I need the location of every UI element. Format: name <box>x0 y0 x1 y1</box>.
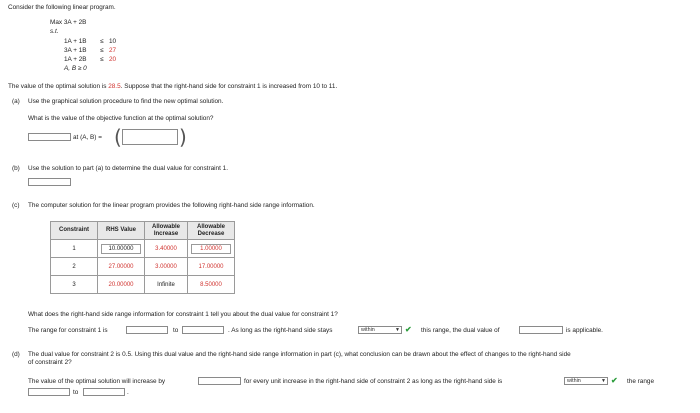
open-paren: ( <box>114 125 122 149</box>
part-c-label: (c) <box>12 202 20 209</box>
lp-constraint-1-lhs: 1A + 1B <box>64 38 87 45</box>
check-icon: ✔ <box>611 376 618 385</box>
increase-amount-input[interactable] <box>198 377 241 385</box>
cell-constraint: 3 <box>51 276 98 294</box>
table-header-row <box>51 222 235 240</box>
objective-value-input[interactable] <box>28 133 71 141</box>
rhs-range-table <box>50 221 235 294</box>
table-row <box>51 276 235 294</box>
part-c-text: The computer solution for the linear program provides the following right-hand side range information. <box>28 202 315 209</box>
lp-constraint-3-op: ≤ <box>100 56 104 63</box>
within-dropdown-d-value: within <box>567 378 581 384</box>
cell-rhs: 27.00000 <box>98 258 145 276</box>
applicable-text: is applicable. <box>566 327 603 334</box>
range-upper-input[interactable] <box>182 326 224 334</box>
range-to-text: to <box>173 327 179 334</box>
cell-rhs <box>98 240 145 258</box>
lp-constraint-3-rhs: 20 <box>109 56 117 63</box>
cell-constraint: 1 <box>51 240 98 258</box>
close-paren: ) <box>179 125 187 149</box>
this-range-text: this range, the dual value of <box>421 327 500 334</box>
d-range-lower-input[interactable] <box>28 388 70 396</box>
part-b-label: (b) <box>12 165 20 172</box>
cell-rhs-value: 10.00000 <box>101 244 141 254</box>
chevron-down-icon: ▼ <box>601 378 606 384</box>
part-a-at-text: at (A, B) = <box>73 134 102 141</box>
lp-constraint-3-lhs: 1A + 2B <box>64 56 87 63</box>
increase-sentence-pre: The value of the optimal solution will increase by <box>28 378 166 385</box>
cell-dec: 8.50000 <box>188 276 235 294</box>
increase-sentence-mid: for every unit increase in the right-hand side of constraint 2 as long as the right-hand side is <box>244 378 503 385</box>
statement-pre: The value of the optimal solution is <box>8 83 109 90</box>
part-b-text: Use the solution to part (a) to determine the dual value for constraint 1. <box>28 165 228 172</box>
part-d-text-line1: The dual value for constraint 2 is 0.5. Using this dual value and the right-hand side range information in part (c), what conclusion can be drawn about the effect of changes to the right-hand side <box>28 351 571 358</box>
part-d-label: (d) <box>12 351 20 358</box>
cell-dec-value: 1.00000 <box>191 244 231 254</box>
cell-rhs: 20.00000 <box>98 276 145 294</box>
check-icon: ✔ <box>405 325 412 334</box>
intro-text: Consider the following linear program. <box>8 4 116 11</box>
lp-constraint-1-rhs: 10 <box>109 38 117 45</box>
d-range-upper-input[interactable] <box>83 388 125 396</box>
statement-value: 28.5 <box>108 83 121 90</box>
range-lower-input[interactable] <box>126 326 168 334</box>
within-dropdown-c-value: within <box>361 327 375 333</box>
cell-dec: 17.00000 <box>188 258 235 276</box>
dual-value-c-input[interactable] <box>519 326 563 334</box>
range-label: The range for constraint 1 is <box>28 327 108 334</box>
lp-st: s.t. <box>50 28 59 35</box>
cell-constraint: 2 <box>51 258 98 276</box>
header-allowable-increase: Allowable Increase <box>145 222 188 240</box>
lp-constraint-1-op: ≤ <box>100 38 104 45</box>
lp-objective: Max 3A + 2B <box>50 19 87 26</box>
cell-dec <box>188 240 235 258</box>
header-constraint: Constraint <box>51 222 98 240</box>
header-rhs-value: RHS Value <box>98 222 145 240</box>
cell-inc: 3.40000 <box>145 240 188 258</box>
cell-inc: 3.00000 <box>145 258 188 276</box>
part-a-label: (a) <box>12 98 20 105</box>
chevron-down-icon: ▼ <box>395 327 400 333</box>
d-range-to-text: to <box>73 389 79 396</box>
lp-constraint-2-op: ≤ <box>100 47 104 54</box>
part-c-question: What does the right-hand side range information for constraint 1 tell you about the dual value for constraint 1? <box>28 311 338 318</box>
statement <box>8 83 337 90</box>
lp-constraint-2-rhs: 27 <box>109 47 117 54</box>
statement-post: . Suppose that the right-hand side for constraint 1 is increased from 10 to 11. <box>120 83 338 90</box>
within-dropdown-d[interactable] <box>564 377 608 385</box>
lp-constraint-2-lhs: 3A + 1B <box>64 47 87 54</box>
d-period: . <box>127 389 129 396</box>
stays-text: . As long as the right-hand side stays <box>228 327 333 334</box>
dual-value-input[interactable] <box>28 178 71 186</box>
part-d-text-line2: of constraint 2? <box>28 359 72 366</box>
table-row <box>51 240 235 258</box>
lp-nonneg: A, B ≥ 0 <box>64 65 87 72</box>
header-allowable-decrease: Allowable Decrease <box>188 222 235 240</box>
part-a-question: What is the value of the objective function at the optimal solution? <box>28 115 214 122</box>
table-row <box>51 258 235 276</box>
part-a-text: Use the graphical solution procedure to find the new optimal solution. <box>28 98 224 105</box>
the-range-text: the range <box>627 378 655 385</box>
within-dropdown-c[interactable] <box>358 326 402 334</box>
cell-inc: Infinite <box>145 276 188 294</box>
solution-point-input[interactable] <box>122 129 178 145</box>
